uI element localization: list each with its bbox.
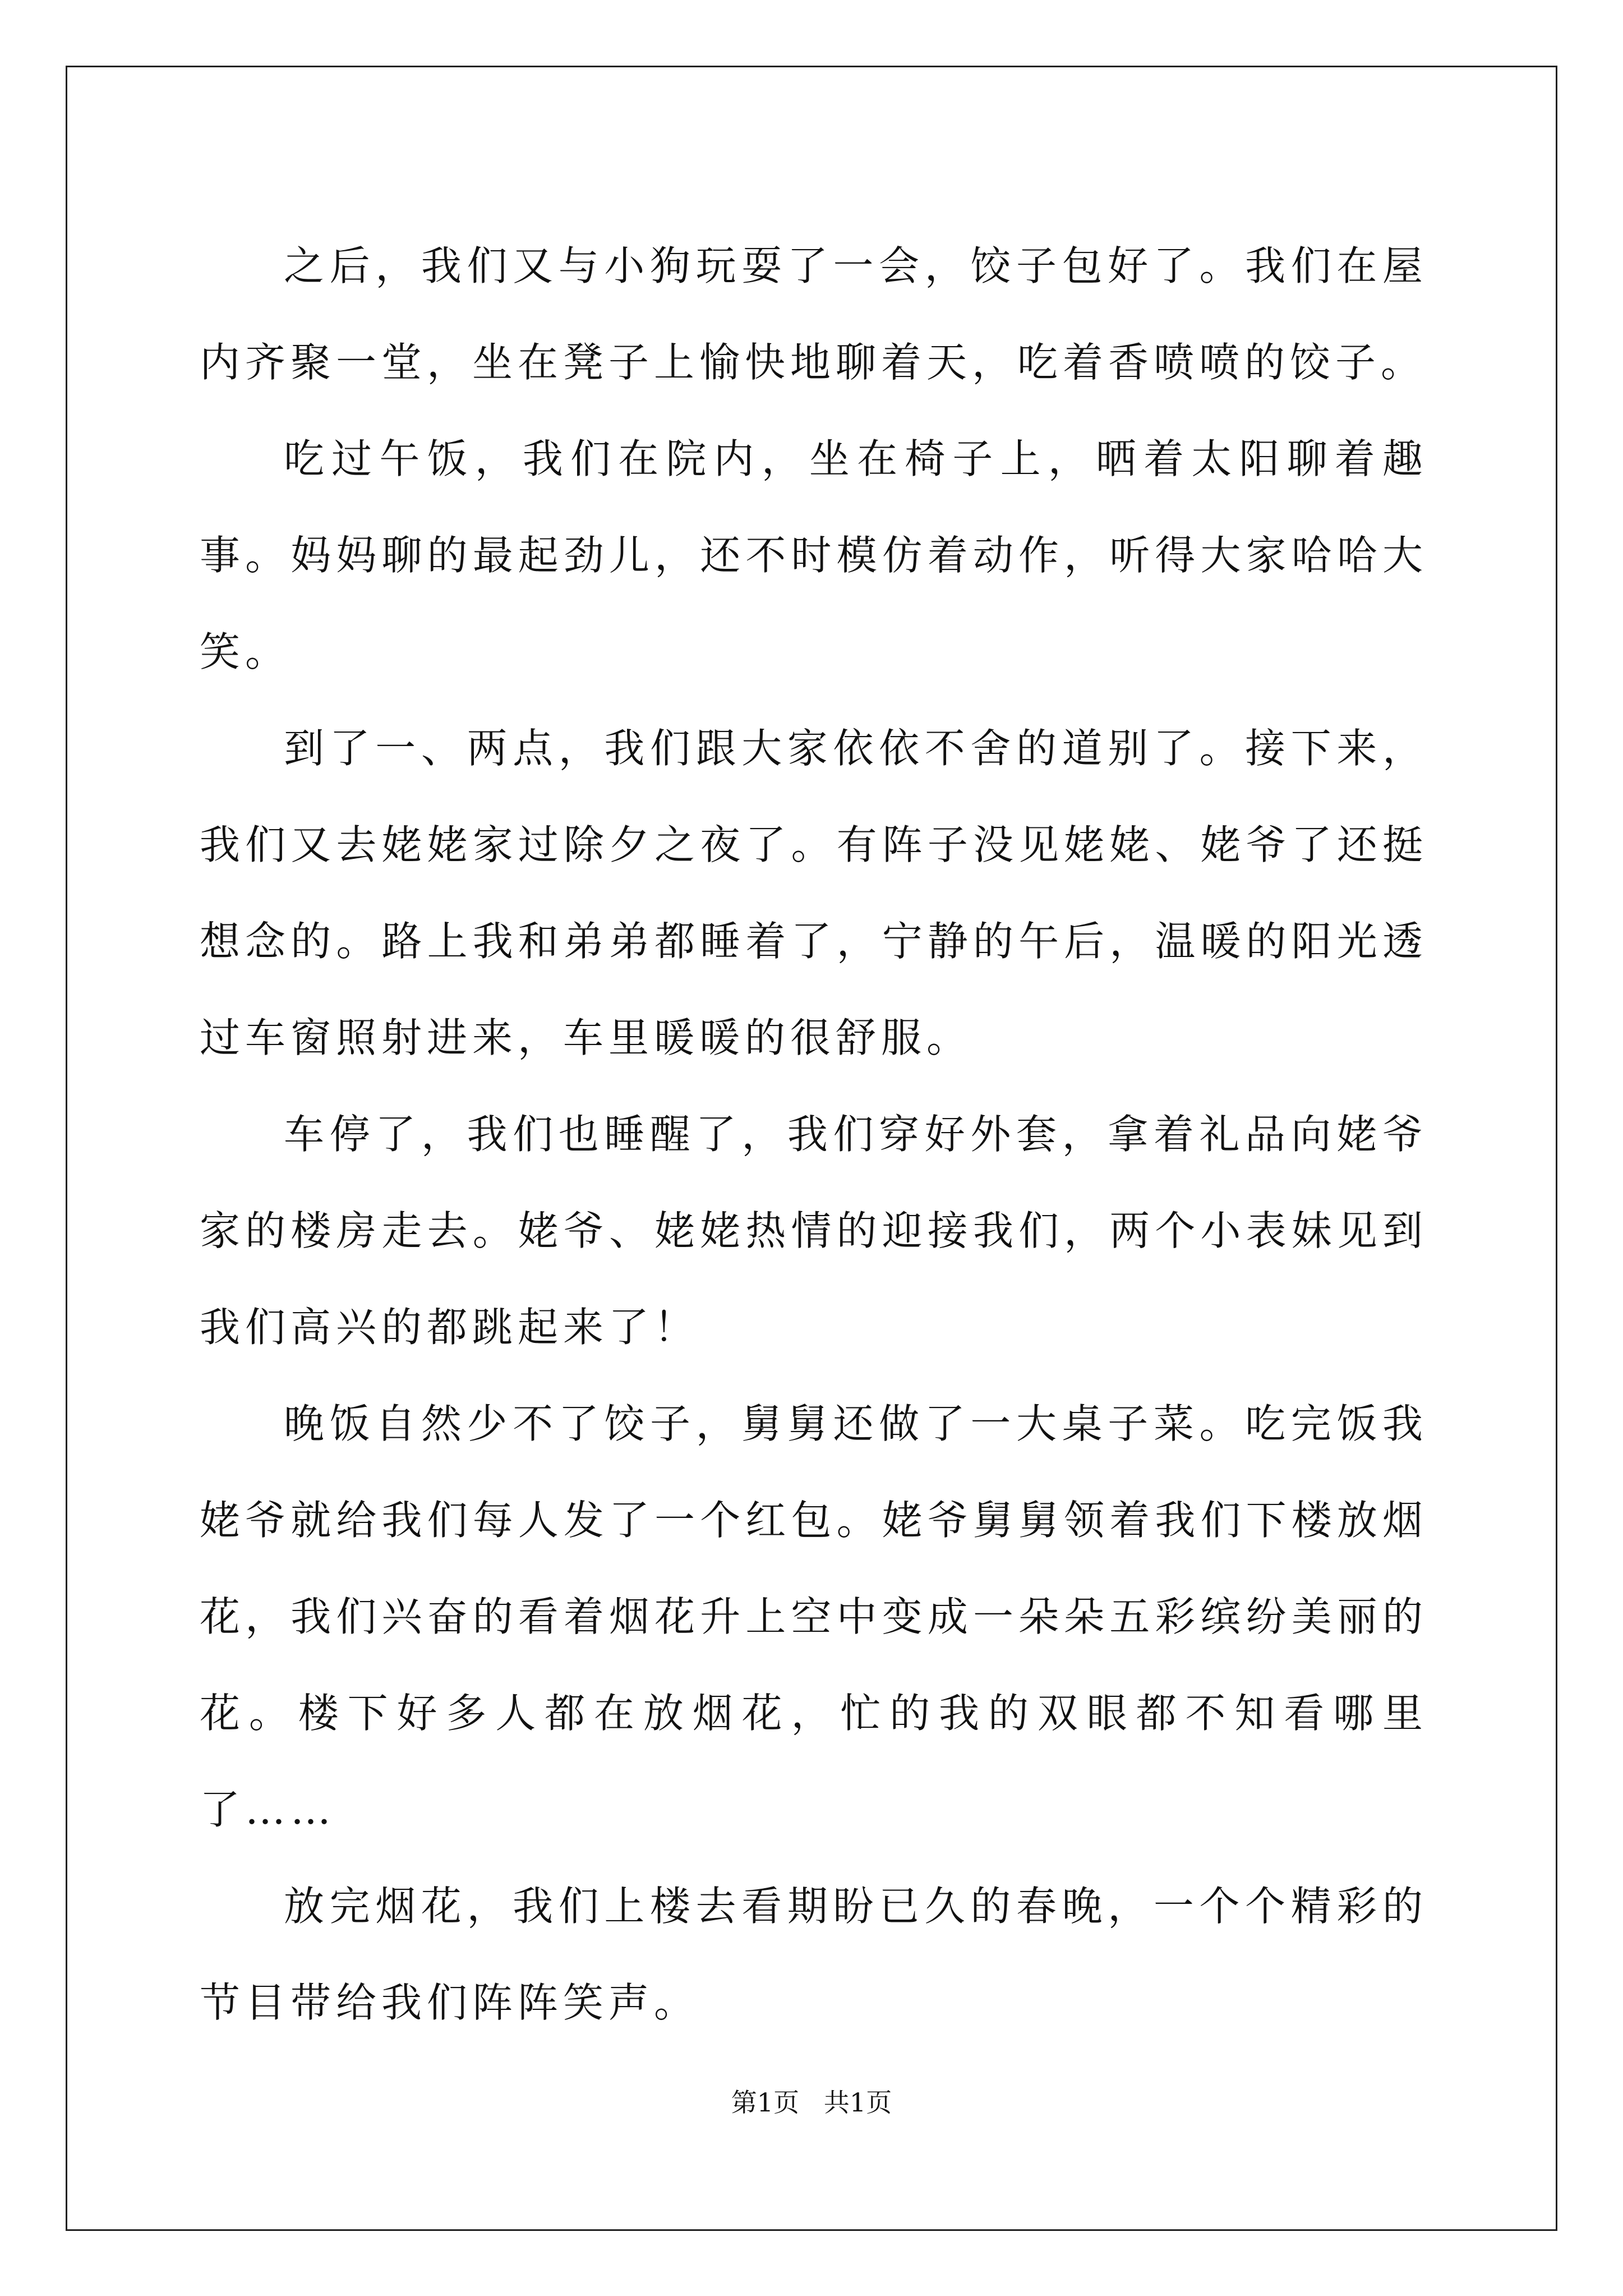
page-number-footer: 第1页 共1页 — [731, 2087, 892, 2118]
paragraph-3: 到了一、两点，我们跟大家依依不舍的道别了。接下来，我们又去姥姥家过除夕之夜了。有阵子没见姥姥、姥爷了还挺想念的。路上我和弟弟都睡着了，宁静的午后，温暖的阳光透过车窗照射进来，车里暖暖的很舒服。 — [200, 725, 1428, 1061]
paragraph-4: 车停了，我们也睡醒了，我们穿好外套，拿着礼品向姥爷家的楼房走去。姥爷、姥姥热情的迎接我们，两个小表妹见到我们高兴的都跳起来了！ — [200, 1111, 1428, 1351]
paragraph-6: 放完烟花，我们上楼去看期盼已久的春晚，一个个精彩的节目带给我们阵阵笑声。 — [200, 1883, 1428, 2026]
paragraph-5: 晚饭自然少不了饺子，舅舅还做了一大桌子菜。吃完饭我姥爷就给我们每人发了一个红包。姥爷舅舅领着我们下楼放烟花，我们兴奋的看着烟花升上空中变成一朵朵五彩缤纷美丽的花。楼下好多人都在放烟花，忙的我的双眼都不知看哪里了…… — [200, 1400, 1428, 1833]
document-body — [200, 218, 1428, 2051]
paragraph-2: 吃过午饭，我们在院内，坐在椅子上，晒着太阳聊着趣事。妈妈聊的最起劲儿，还不时模仿着动作，听得大家哈哈大笑。 — [200, 435, 1428, 675]
paragraph-1: 之后，我们又与小狗玩耍了一会，饺子包好了。我们在屋内齐聚一堂，坐在凳子上愉快地聊着天，吃着香喷喷的饺子。 — [200, 242, 1428, 386]
